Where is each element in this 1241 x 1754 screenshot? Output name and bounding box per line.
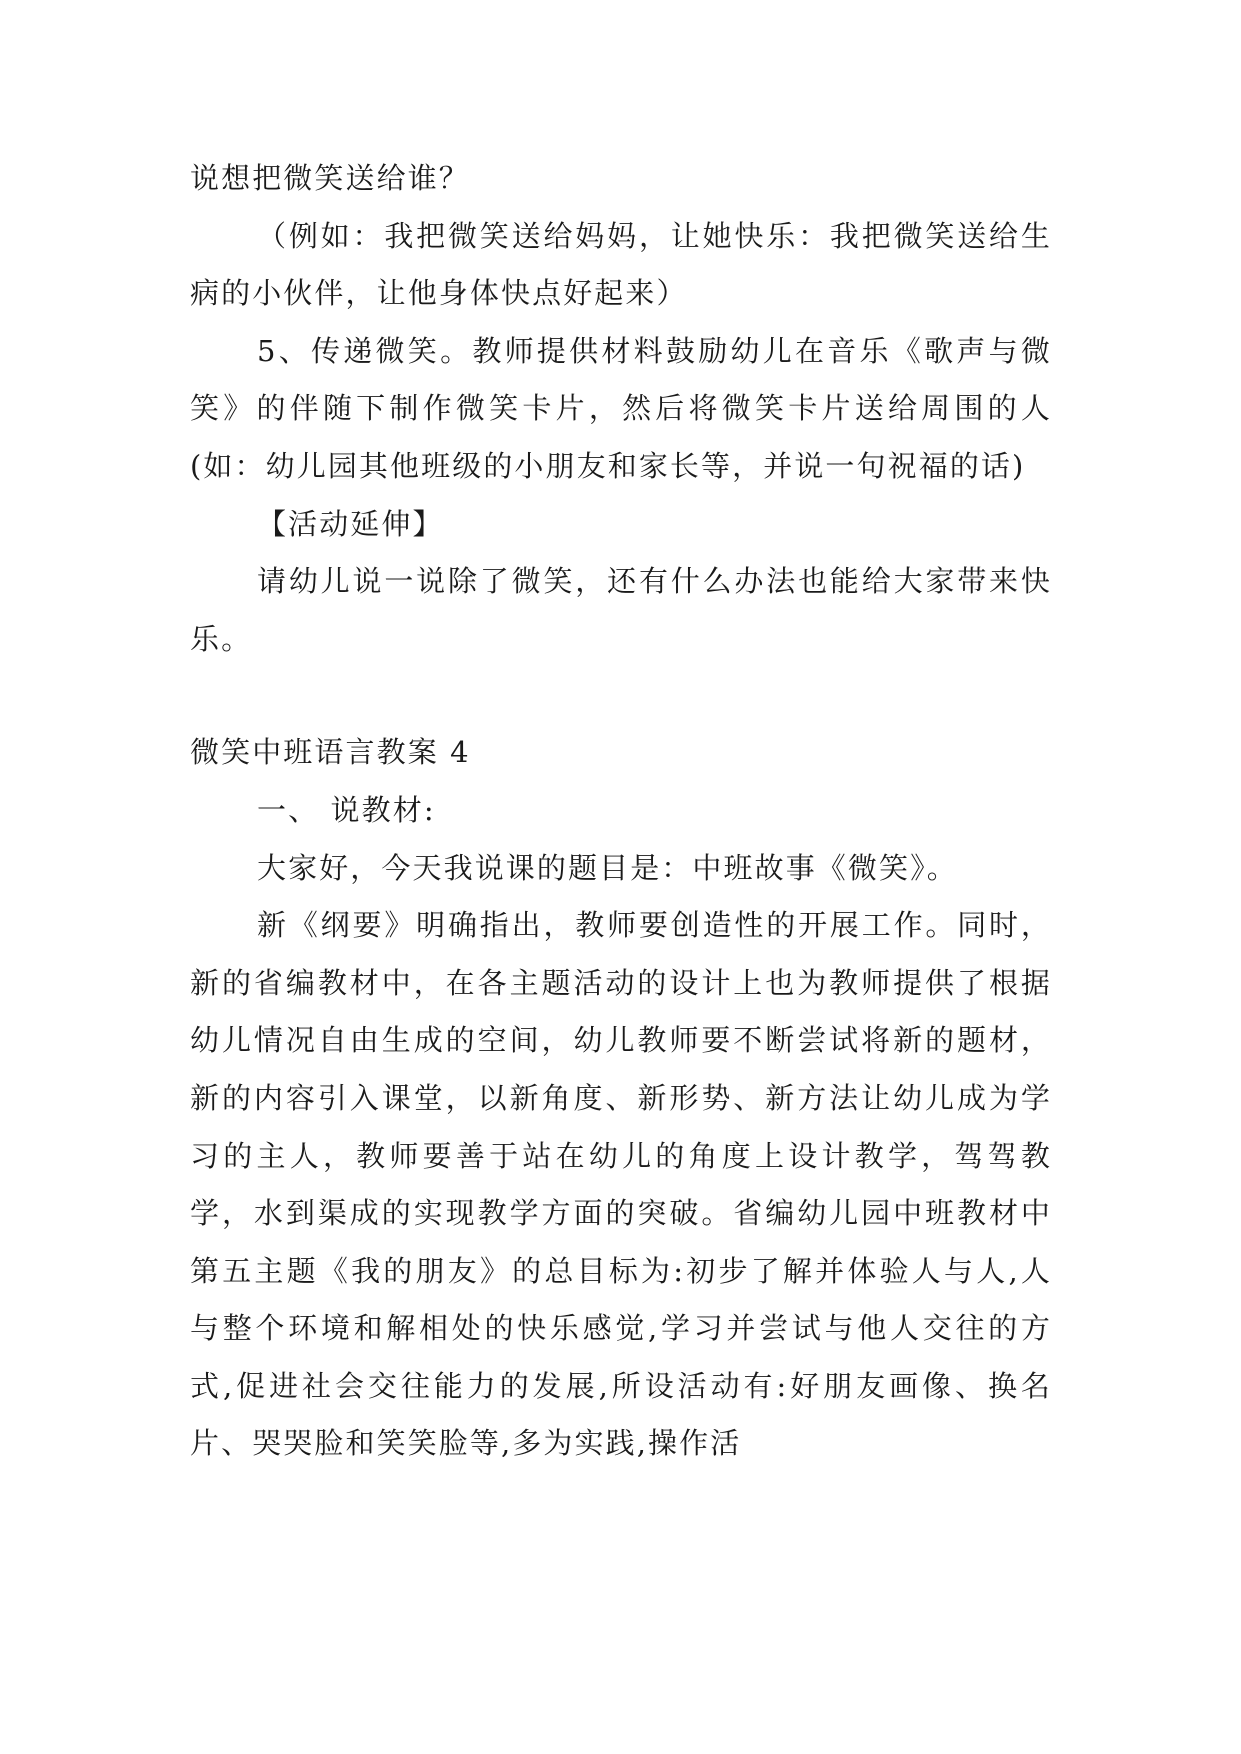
subheading-teaching-material: 一、 说教材: (257, 792, 436, 827)
paragraph-greeting: 大家好，今天我说课的题目是：中班故事《微笑》。 (257, 850, 958, 885)
paragraph-example: （例如：我把微笑送给妈妈，让她快乐：我把微笑送给生病的小伙伴，让他身体快点好起来） (190, 218, 1052, 311)
paragraph-outline: 新《纲要》明确指出，教师要创造性的开展工作。同时，新的省编教材中，在各主题活动的设计上也为教师提供了根据幼儿情况自由生成的空间，幼儿教师要不断尝试将新的题材，新的内容引入课堂，以新角度、新形势、新方法让幼儿成为学习的主人，教师要善于站在幼儿的角度上设计教学，驾驾教学，水到渠成的实现教学方面的突破。省编幼儿园中班教材中第五主题《我的朋友》的总目标为:初步了解并体验人与人,人与整个环境和解相处的快乐感觉,学习并尝试与他人交往的方式,促进社会交往能力的发展,所设活动有:好朋友画像、换名片、哭哭脸和笑笑脸等,多为实践,操作活 (190, 908, 1052, 1461)
paragraph-continuation: 说想把微笑送给谁？ (190, 161, 470, 195)
paragraph-extension: 请幼儿说一说除了微笑，还有什么办法也能给大家带来快乐。 (190, 564, 1052, 656)
paragraph-step-5: 5、传递微笑。教师提供材料鼓励幼儿在音乐《歌声与微笑》的伴随下制作微笑卡片，然后将微笑卡片送给周围的人(如：幼儿园其他班级的小朋友和家长等，并说一句祝福的话) (190, 333, 1052, 483)
activity-extension-heading: 【活动延伸】 (257, 506, 444, 541)
section-title: 微笑中班语言教案 4 (190, 735, 471, 770)
section-spacer (190, 668, 1052, 724)
document-page (190, 150, 1052, 1473)
